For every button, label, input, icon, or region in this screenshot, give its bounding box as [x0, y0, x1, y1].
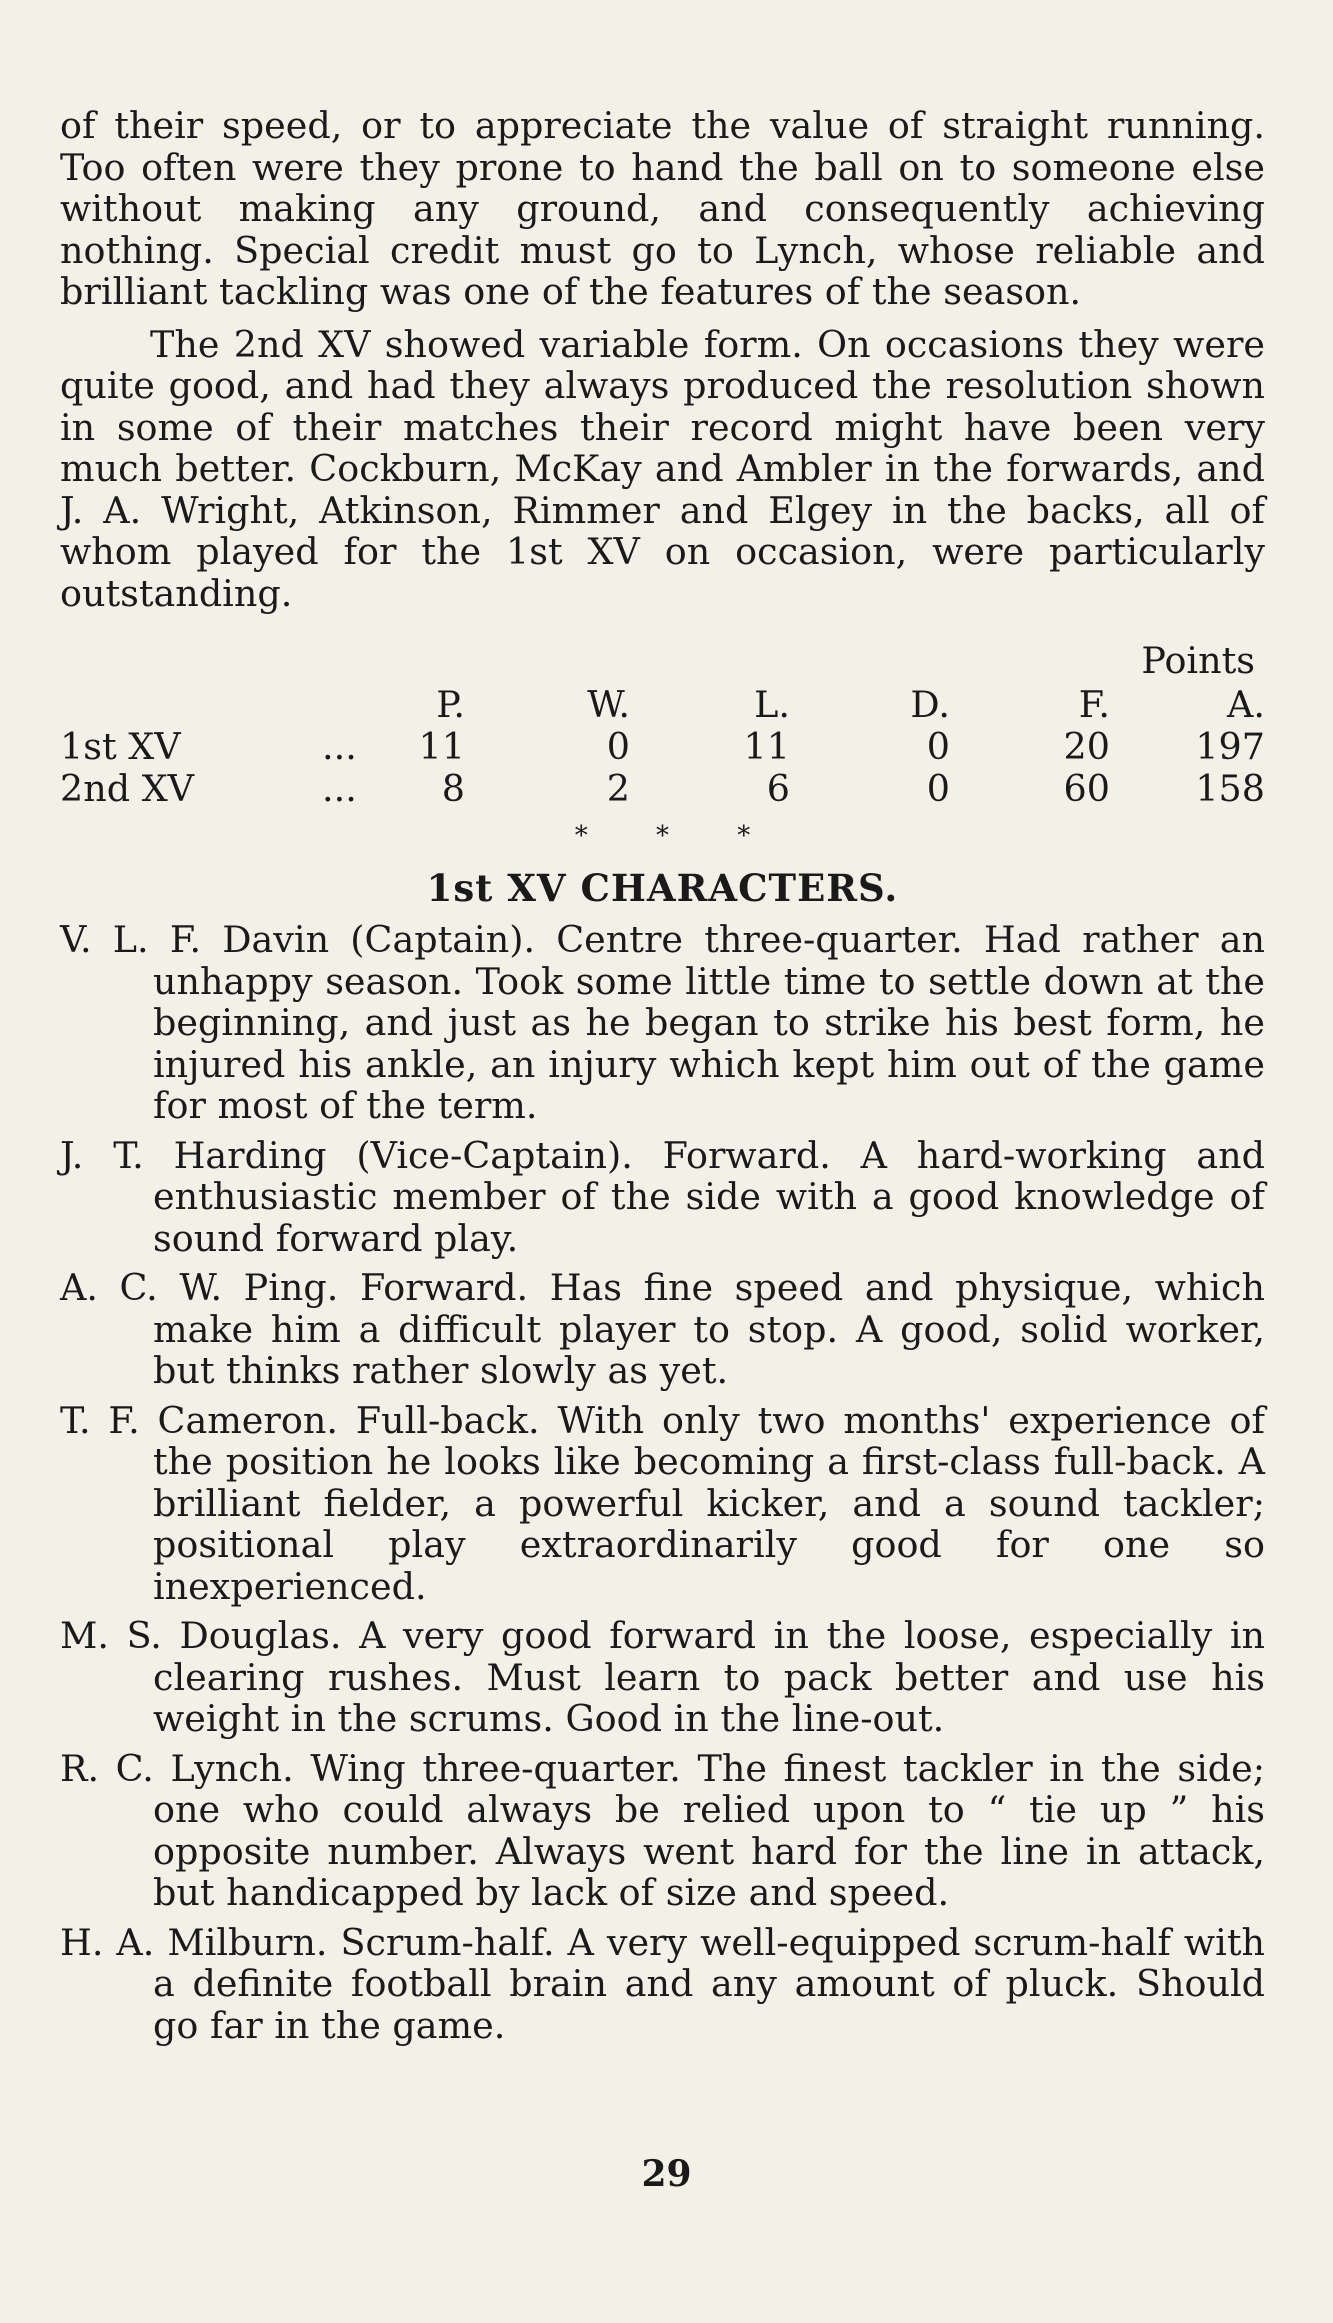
value-played: 11	[418, 725, 465, 768]
character-entry	[60, 1135, 1265, 1260]
paragraph-2nd-xv: The 2nd XV showed variable form. On occasions they were quite good, and had they always produced the resolution shown in some of their matches their record might have been very much better. Cockburn, McKay and Ambler in the forwards, and J. A. Wright, Atkinson, Rimmer and Elgey in the backs, all of whom played for the 1st XV on occasion, were particularly outstanding.	[60, 322, 1265, 615]
leader-dots: ...	[322, 767, 357, 810]
character-entry	[60, 1400, 1265, 1608]
value-for: 60	[1063, 767, 1110, 810]
character-description: (Vice-Captain). Forward. A hard-working and enthusiastic member of the side with a good knowledge of sound forward play.	[153, 1133, 1265, 1260]
character-name: V. L. F. Davin	[60, 918, 330, 961]
header-against: A.	[1227, 683, 1265, 726]
character-name: H. A. Milburn.	[60, 1920, 328, 1964]
paragraph-continuation: of their speed, or to appreciate the value of straight running. Too often were they prone to hand the ball on to someone else without making any ground, and consequently achieving nothing. Special credit must go to Lynch, whose reliable and brilliant tackling was one of the features of the season.	[60, 104, 1265, 313]
value-lost: 6	[766, 767, 790, 810]
character-name: A. C. W. Ping.	[60, 1266, 339, 1309]
character-entry	[60, 1922, 1265, 2047]
team-1st-xv: 1st XV	[60, 725, 181, 768]
character-description: Wing three-quarter. The finest tackler in the side; one who could always be relied upon to “ tie up ” his opposite number. Always went hard for the line in attack, but handicapped by lack of size and speed.	[153, 1746, 1266, 1914]
character-name: J. T. Harding	[60, 1133, 327, 1177]
character-entry	[60, 1267, 1265, 1392]
header-drawn: D.	[910, 683, 950, 726]
value-against: 158	[1195, 767, 1265, 810]
character-name: R. C. Lynch.	[60, 1746, 294, 1790]
header-for: F.	[1078, 683, 1110, 726]
character-name: M. S. Douglas.	[60, 1614, 342, 1657]
value-for: 20	[1063, 725, 1110, 768]
character-description: Forward. Has fine speed and physique, which make him a difficult player to stop. A good, solid worker, but thinks rather slowly as yet.	[153, 1266, 1265, 1392]
value-played: 8	[441, 767, 465, 810]
value-drawn: 0	[926, 725, 950, 768]
header-won: W.	[587, 683, 630, 726]
results-table	[60, 640, 1265, 815]
section-separator: * * *	[574, 821, 781, 851]
value-won: 0	[606, 725, 630, 768]
points-label: Points	[1141, 639, 1255, 682]
character-entry	[60, 1615, 1265, 1740]
header-played: P.	[436, 683, 465, 726]
leader-dots: ...	[322, 725, 357, 768]
character-entry	[60, 919, 1265, 1127]
character-description: Full-back. With only two months' experience of the position he looks like becoming a first-class full-back. A brilliant fielder, a powerful kicker, and a sound tackler; positional play extraordinarily good for one so inexperienced.	[153, 1398, 1265, 1608]
value-lost: 11	[743, 725, 790, 768]
team-2nd-xv: 2nd XV	[60, 767, 195, 810]
character-description: A very good forward in the loose, especially in clearing rushes. Must learn to pack better and use his weight in the scrums. Good in the line-out.	[153, 1614, 1265, 1740]
page-text	[60, 105, 1265, 2046]
character-description: Scrum-half. A very well-equipped scrum-half with a definite football brain and any amount of pluck. Should go far in the game.	[153, 1920, 1265, 2047]
value-against: 197	[1195, 725, 1265, 768]
value-won: 2	[606, 767, 630, 810]
section-heading: 1st XV CHARACTERS.	[426, 866, 899, 910]
value-drawn: 0	[926, 767, 950, 810]
character-name: T. F. Cameron.	[60, 1398, 338, 1442]
page-number: 29	[641, 2153, 692, 2195]
header-lost: L.	[754, 683, 790, 726]
character-description: (Captain). Centre three-quarter. Had rather an unhappy season. Took some little time to settle down at the beginning, and just as he began to strike his best form, he injured his ankle, an injury which kept him out of the game for most of the term.	[153, 918, 1265, 1127]
character-entry	[60, 1748, 1265, 1914]
